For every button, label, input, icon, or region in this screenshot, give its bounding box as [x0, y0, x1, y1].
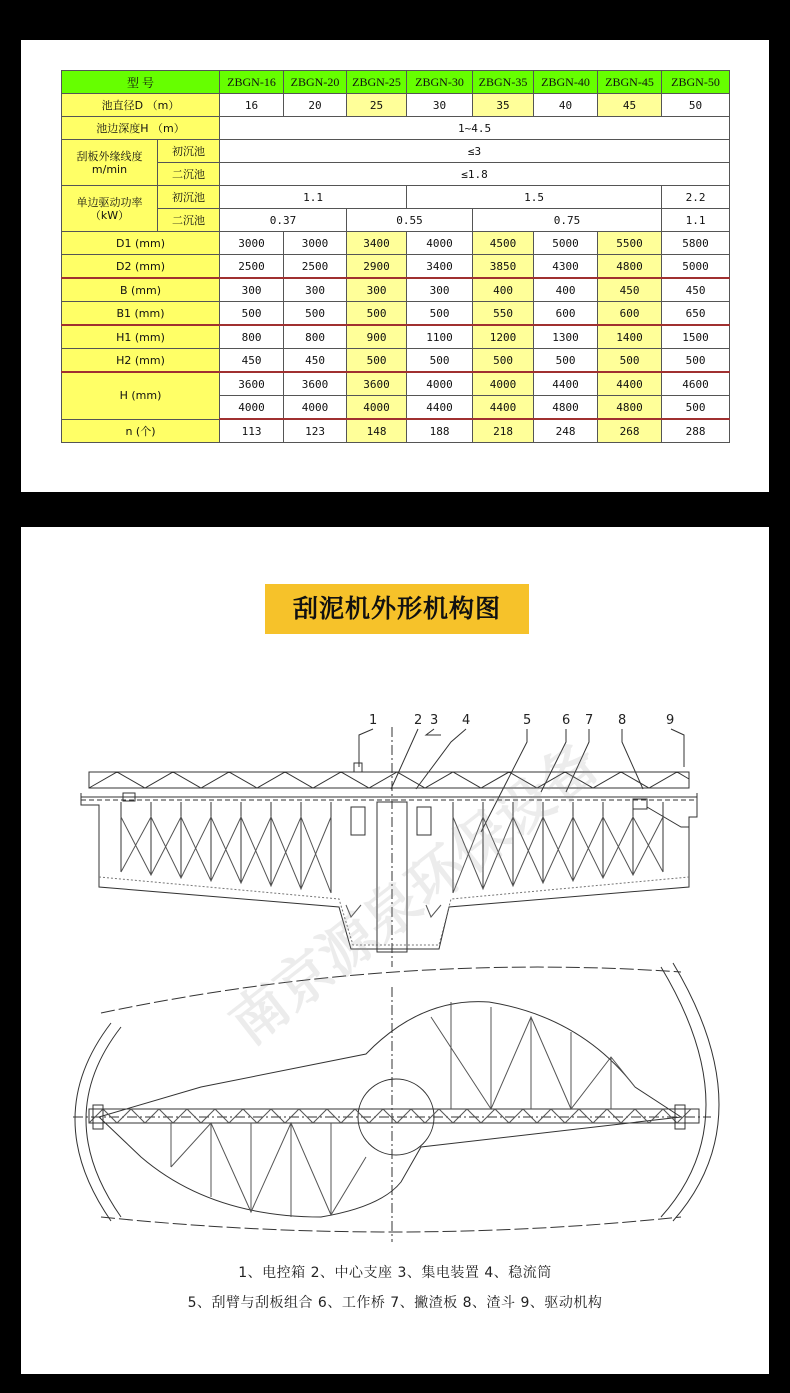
diagram-panel — [21, 527, 769, 1374]
table-cell: 1.1 — [220, 186, 407, 209]
model-row — [62, 71, 730, 94]
model-cell: ZBGN-25 — [347, 71, 407, 94]
table-cell: 35 — [473, 94, 534, 117]
spec-panel — [21, 40, 769, 492]
model-label: 型 号 — [62, 71, 220, 94]
table-cell: 4300 — [534, 255, 598, 279]
row-label: H1 (mm) — [62, 325, 220, 349]
table-cell: 1500 — [662, 325, 730, 349]
table-cell: 800 — [284, 325, 347, 349]
row-sublabel: 初沉池 — [158, 140, 220, 163]
power-row-primary — [62, 186, 730, 209]
model-cell: ZBGN-35 — [473, 71, 534, 94]
table-cell: 25 — [347, 94, 407, 117]
table-cell: 600 — [598, 302, 662, 326]
table-cell: 300 — [347, 278, 407, 302]
legend-line: 5、刮臂与刮板组合 6、工作桥 7、撇渣板 8、渣斗 9、驱动机构 — [187, 1295, 603, 1311]
table-row — [62, 278, 730, 302]
row-label: B1 (mm) — [62, 302, 220, 326]
table-cell: 248 — [534, 419, 598, 443]
table-cell: 1300 — [534, 325, 598, 349]
table-cell: 500 — [347, 349, 407, 373]
table-cell: 500 — [284, 302, 347, 326]
table-cell: 5000 — [662, 255, 730, 279]
table-cell: 4400 — [407, 396, 473, 420]
table-cell: 3600 — [347, 372, 407, 396]
row-label: 池直径D （m） — [62, 94, 220, 117]
table-cell: 500 — [473, 349, 534, 373]
diagram-title: 刮泥机外形机构图 — [265, 584, 529, 634]
row-label: H2 (mm) — [62, 349, 220, 373]
table-cell: 900 — [347, 325, 407, 349]
table-cell: 500 — [534, 349, 598, 373]
table-cell: 1100 — [407, 325, 473, 349]
row-label: 刮板外缘线度 m/min — [62, 140, 158, 186]
row-sublabel: 二沉池 — [158, 163, 220, 186]
diameter-row — [62, 94, 730, 117]
table-cell: 188 — [407, 419, 473, 443]
table-cell: 5000 — [534, 232, 598, 255]
table-cell: 500 — [662, 396, 730, 420]
table-cell: 113 — [220, 419, 284, 443]
table-cell: ≤1.8 — [220, 163, 730, 186]
h-row-1 — [62, 372, 730, 396]
table-cell: 800 — [220, 325, 284, 349]
table-cell: 218 — [473, 419, 534, 443]
legend-line: 1、电控箱 2、中心支座 3、集电装置 4、稳流筒 — [238, 1265, 552, 1281]
table-cell: 4400 — [534, 372, 598, 396]
table-cell: 148 — [347, 419, 407, 443]
table-cell: 40 — [534, 94, 598, 117]
table-cell: 50 — [662, 94, 730, 117]
row-label: 单边驱动功率（kW） — [62, 186, 158, 232]
model-cell: ZBGN-50 — [662, 71, 730, 94]
row-label: D1 (mm) — [62, 232, 220, 255]
table-cell: 3000 — [284, 232, 347, 255]
row-label: H (mm) — [62, 372, 220, 419]
table-cell: 16 — [220, 94, 284, 117]
table-cell: 0.37 — [220, 209, 347, 232]
table-cell: 3000 — [220, 232, 284, 255]
callout-label: 2 — [414, 713, 423, 728]
table-cell: 4800 — [598, 396, 662, 420]
table-cell: 450 — [220, 349, 284, 373]
table-cell: 3400 — [347, 232, 407, 255]
table-cell: 5800 — [662, 232, 730, 255]
table-row — [62, 255, 730, 279]
table-cell: 4800 — [534, 396, 598, 420]
table-cell: 500 — [662, 349, 730, 373]
callout-label: 8 — [618, 713, 627, 728]
table-cell: 4400 — [598, 372, 662, 396]
table-cell: 450 — [662, 278, 730, 302]
table-cell: 500 — [347, 302, 407, 326]
table-cell: 500 — [407, 349, 473, 373]
callout-label: 4 — [462, 713, 471, 728]
table-cell: 1.5 — [407, 186, 662, 209]
table-cell: 450 — [284, 349, 347, 373]
row-label: 池边深度H （m） — [62, 117, 220, 140]
table-cell: 550 — [473, 302, 534, 326]
table-cell: 3400 — [407, 255, 473, 279]
row-label: D2 (mm) — [62, 255, 220, 279]
table-row — [62, 325, 730, 349]
table-cell: 4000 — [284, 396, 347, 420]
table-cell: 300 — [407, 278, 473, 302]
table-cell: 400 — [473, 278, 534, 302]
spec-table — [61, 70, 730, 443]
callout-label: 3 — [430, 713, 439, 728]
table-cell: 4600 — [662, 372, 730, 396]
table-cell: 123 — [284, 419, 347, 443]
table-cell: 400 — [534, 278, 598, 302]
table-cell: 4000 — [220, 396, 284, 420]
table-cell: 3600 — [220, 372, 284, 396]
table-cell: 4000 — [347, 396, 407, 420]
table-cell: 1.1 — [662, 209, 730, 232]
row-sublabel: 初沉池 — [158, 186, 220, 209]
model-cell: ZBGN-30 — [407, 71, 473, 94]
callout-label: 9 — [666, 713, 675, 728]
table-cell: 1200 — [473, 325, 534, 349]
table-cell: 30 — [407, 94, 473, 117]
model-cell: ZBGN-16 — [220, 71, 284, 94]
table-cell: ≤3 — [220, 140, 730, 163]
n-row — [62, 419, 730, 443]
table-cell: 1~4.5 — [220, 117, 730, 140]
table-cell: 2900 — [347, 255, 407, 279]
model-cell: ZBGN-20 — [284, 71, 347, 94]
callout-label: 7 — [585, 713, 594, 728]
model-cell: ZBGN-45 — [598, 71, 662, 94]
table-cell: 0.75 — [473, 209, 662, 232]
table-cell: 4800 — [598, 255, 662, 279]
row-label: n (个) — [62, 419, 220, 443]
table-cell: 268 — [598, 419, 662, 443]
table-cell: 600 — [534, 302, 598, 326]
table-cell: 4500 — [473, 232, 534, 255]
table-cell: 3600 — [284, 372, 347, 396]
table-cell: 4000 — [473, 372, 534, 396]
table-cell: 500 — [407, 302, 473, 326]
power-row-secondary — [62, 209, 730, 232]
table-cell: 2500 — [220, 255, 284, 279]
depth-row — [62, 117, 730, 140]
callout-label: 6 — [562, 713, 571, 728]
row-label: B (mm) — [62, 278, 220, 302]
table-cell: 500 — [220, 302, 284, 326]
table-cell: 500 — [598, 349, 662, 373]
table-cell: 2500 — [284, 255, 347, 279]
table-cell: 288 — [662, 419, 730, 443]
table-cell: 650 — [662, 302, 730, 326]
table-cell: 20 — [284, 94, 347, 117]
table-cell: 4400 — [473, 396, 534, 420]
table-cell: 2.2 — [662, 186, 730, 209]
callout-label: 5 — [523, 713, 532, 728]
callout-label: 1 — [369, 713, 378, 728]
table-cell: 450 — [598, 278, 662, 302]
watermark: 南京源泉环保设备 — [218, 730, 612, 1058]
table-cell: 1400 — [598, 325, 662, 349]
row-sublabel: 二沉池 — [158, 209, 220, 232]
table-cell: 0.55 — [347, 209, 473, 232]
table-cell: 300 — [220, 278, 284, 302]
speed-row-secondary — [62, 163, 730, 186]
speed-row-primary — [62, 140, 730, 163]
model-cell: ZBGN-40 — [534, 71, 598, 94]
table-cell: 45 — [598, 94, 662, 117]
table-cell: 300 — [284, 278, 347, 302]
table-cell: 4000 — [407, 372, 473, 396]
table-row — [62, 349, 730, 373]
table-row — [62, 302, 730, 326]
table-cell: 4000 — [407, 232, 473, 255]
table-row — [62, 232, 730, 255]
table-cell: 5500 — [598, 232, 662, 255]
table-cell: 3850 — [473, 255, 534, 279]
